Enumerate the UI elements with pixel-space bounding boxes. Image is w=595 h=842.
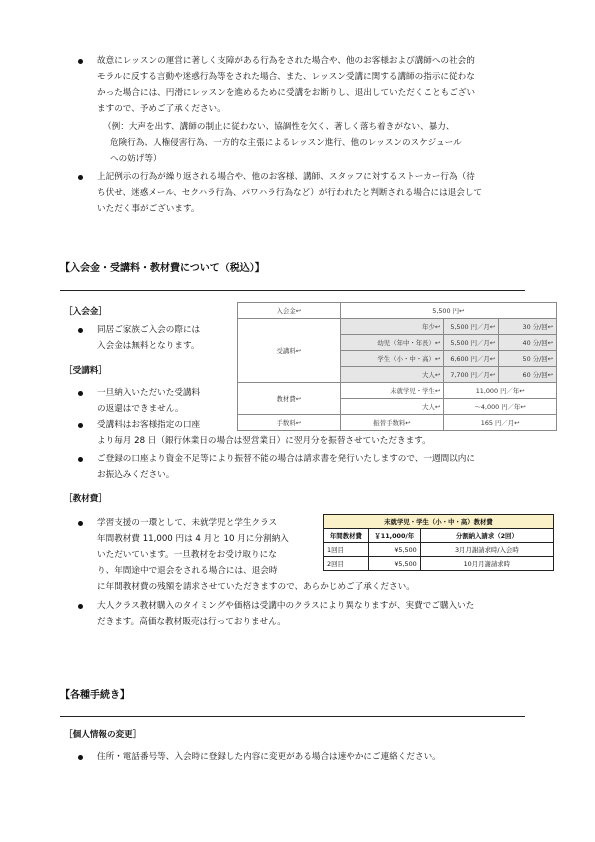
fee-label-handling: 手数料↩ [238,415,341,431]
section-title-procedures: 【各種手続き】 [60,690,130,701]
text-line: （例：大声を出す、講師の制止に従わない、協調性を欠く、著しく落ち着きがない、暴力、 [103,122,455,132]
section-title-fees: 【入会金・受講料・教材費について（税込）】 [60,263,265,274]
text-line: だきます。高価な教材販売は行っておりません。 [97,617,286,627]
bullet-dot [78,521,83,526]
table-row [238,383,557,399]
text-line: 年間教材費 11,000 円は 4 月と 10 月に分割納入 [97,534,289,544]
text-line: 住所・電話番号等、入会時に登録した内容に変更がある場合は速やかにご連絡ください。 [97,752,441,762]
text-line: 受講料はお客様指定の口座 [97,420,201,430]
tuition-price: 5,500 円／月↩ [444,335,499,351]
text-line: いただいています。一旦教材をお受け取りにな [97,550,277,560]
text-line: 危険行為、人権侵害行為、一方的な主張によるレッスン進行、他のレッスンのスケジュール [110,138,462,148]
text-line: に年間教材費の残額を請求させていただきますので、あらかじめご了承ください。 [97,582,415,592]
table-header-cell: 分割納入請求（2回） [420,529,553,543]
text-line: 一旦納入いただいた受講料 [97,388,201,398]
bullet-dot [78,59,83,64]
tuition-class-name: 学生（小・中・高）↩ [340,351,444,367]
table-cell: 10月月謝請求時 [420,557,553,571]
bullet-dot [78,423,83,428]
materials-table [323,514,554,571]
handling-value: 165 円／月↩ [444,415,557,431]
text-line: り、年間途中で退会をされる場合には、退会時 [97,566,278,576]
fee-label-materials: 教材費↩ [238,383,341,415]
tuition-class-name: 幼児（年中・年長）↩ [340,335,444,351]
text-line: 学習支援の一環として、未就学児と学生クラス [97,518,278,528]
tuition-price: 5,500 円／月↩ [444,319,499,335]
tuition-class-name: 大人↩ [340,367,444,383]
bullet-dot [78,604,83,609]
tuition-price: 6,600 円／月↩ [444,351,499,367]
bullet-dot [78,755,83,760]
text-line: より毎月 28 日（銀行休業日の場合は翌営業日）に翌月分を振替させていただきます。 [97,436,431,446]
text-line: への妨げ等） [110,154,162,164]
tuition-duration: 30 分/回↩ [499,319,557,335]
materials-price: 11,000 円／年↩ [444,383,557,399]
personal-info-heading: ［個人情報の変更］ [64,730,142,740]
text-line: ますので、予めご了承ください。 [97,104,226,114]
text-line: モラルに反する言動や迷惑行為等をされた場合、また、レッスン受講に関する講師の指示に従わな [97,72,475,82]
table-cell: 1回目 [324,543,369,557]
bullet-dot [78,175,83,180]
bullet-dot [78,328,83,333]
tuition-duration: 40 分/回↩ [499,335,557,351]
fee-label-enroll: 入会金↩ [238,303,341,319]
text-line: お振込みください。 [97,470,175,480]
tuition-heading: ［受講料］ [64,366,107,376]
table-row [324,515,554,529]
materials-heading: ［教材費］ [64,494,107,504]
text-line: 故意にレッスンの運営に著しく支障がある行為をされた場合や、他のお客様および講師への社会的 [97,56,475,66]
table-cell: 2回目 [324,557,369,571]
table-row [238,415,557,431]
tuition-class-name: 年少↩ [340,319,444,335]
table-cell: 3月月謝請求時/入会時 [420,543,553,557]
table-row [238,319,557,335]
table-header-cell: ￥11,000/年 [368,529,420,543]
bullet-dot [78,391,83,396]
fee-table [237,302,557,431]
tuition-duration: 60 分/回↩ [499,367,557,383]
text-line: ご登録の口座より資金不足等により振替不能の場合は請求書を発行いたしますので、一週間以内に [97,454,475,464]
table-row [324,529,554,543]
table-header-cell: 年間教材費 [324,529,369,543]
table-row [324,557,554,571]
table-cell: ¥5,500 [368,543,420,557]
text-line: 入会金は無料となります。 [97,341,200,351]
text-line: 大人クラス教材購入のタイミングや価格は受講中のクラスにより異なりますが、実費でご購入いた [97,601,475,611]
table-row [324,543,554,557]
text-line: 同居ご家族ご入会の際には [97,325,201,335]
tuition-duration: 50 分/回↩ [499,351,557,367]
fee-value-enroll: 5,500 円↩ [340,303,556,319]
bullet-dot [78,457,83,462]
text-line: の返還はできません。 [97,404,184,414]
text-line: かった場合には、円滑にレッスンを進めるために受講をお断りし、退出していただくこともござい [97,88,476,98]
table-row [238,303,557,319]
text-line: いただく事がございます。 [97,204,200,214]
tuition-price: 7,700 円／月↩ [444,367,499,383]
materials-class-name: 大人↩ [340,399,444,415]
enroll-heading: ［入会金］ [64,307,107,317]
table-cell: ¥5,500 [368,557,420,571]
section-divider [60,716,525,717]
materials-price: ～4,000 円／年↩ [444,399,557,415]
fee-label-tuition: 受講料↩ [238,319,341,383]
text-line: ち伏せ、迷惑メール、セクハラ行為、パワハラ行為など）が行われたと判断される場合には退会して [97,188,483,198]
section-divider [60,290,525,291]
text-line: 上記例示の行為が繰り返される場合や、他のお客様、講師、スタッフに対するストーカー行為（待 [97,172,475,182]
materials-class-name: 未就学児・学生↩ [340,383,444,399]
handling-name: 振替手数料↩ [340,415,444,431]
materials-table-title: 未就学児・学生（小・中・高）教材費 [324,515,554,529]
